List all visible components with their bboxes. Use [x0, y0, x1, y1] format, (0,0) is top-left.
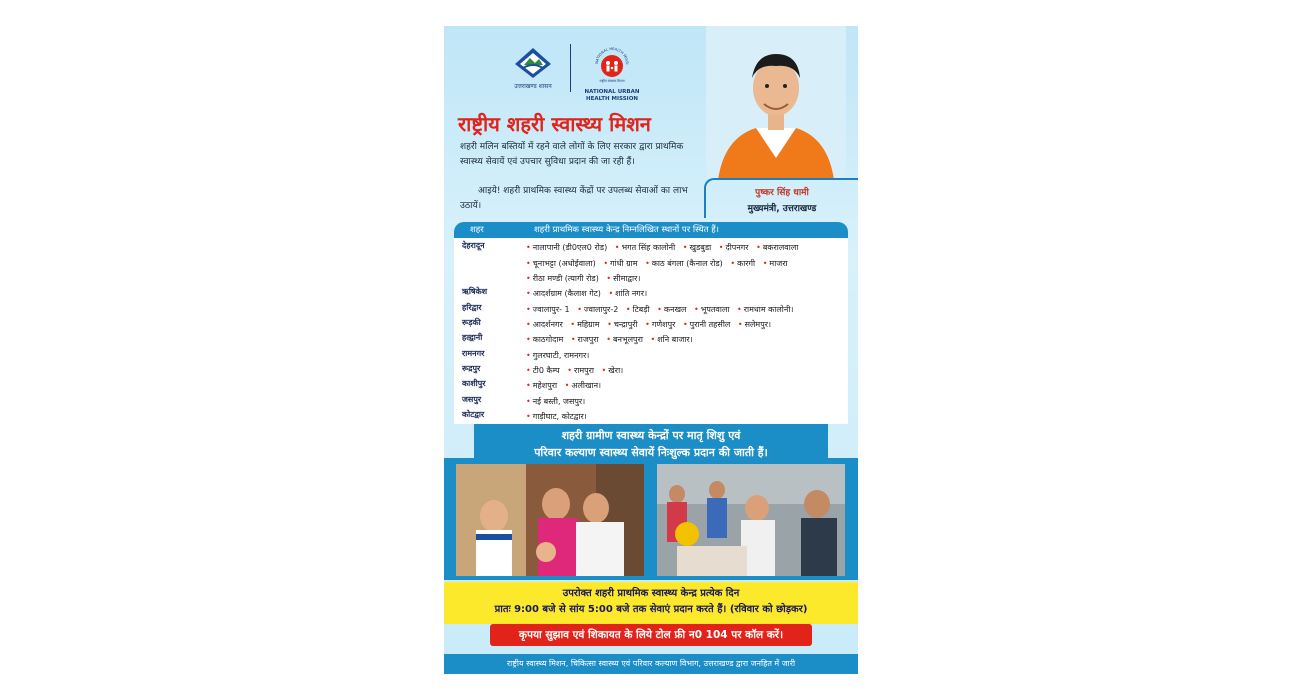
table-header	[454, 222, 848, 238]
centre-list	[526, 302, 844, 318]
free-services-line1: शहरी ग्रामीण स्वास्थ्य केन्द्रों पर मातृ शिशु एवं	[561, 429, 741, 442]
city-name: जसपुर	[462, 395, 482, 404]
city-name: कोटद्वार	[462, 410, 485, 419]
bullet-dot-icon: •	[526, 289, 531, 298]
city-name: देहरादून	[462, 241, 485, 250]
centre-list	[526, 240, 844, 287]
centre-item	[526, 243, 607, 252]
centre-name: आदर्शग्राम (कैलाश गेट)	[532, 289, 601, 298]
poster	[444, 26, 858, 674]
timing-line2: प्रातः 9:00 बजे से सांय 5:00 बजे तक सेवाएं प्रदान करते हैं। (रविवार को छोड़कर)	[494, 604, 808, 615]
centre-item	[763, 259, 788, 268]
health-centres-table	[454, 238, 848, 424]
centre-name: रामधाम कालोनी।	[743, 305, 794, 314]
centre-name: बनभूलपुरा	[612, 335, 643, 344]
centre-item	[606, 335, 643, 344]
centre-name: गुलरघाटी, रामनगर।	[532, 351, 590, 360]
bullet-dot-icon: •	[526, 274, 531, 283]
bullet-dot-icon: •	[737, 305, 742, 314]
centre-name: काठ बंगला (कैनाल रोड)	[651, 258, 723, 268]
bullet-dot-icon: •	[657, 305, 662, 314]
centre-list	[526, 378, 844, 394]
centre-name: नई बस्ती, जसपुर।	[532, 397, 586, 406]
cm-name: पुष्कर सिंह धामी	[755, 188, 809, 198]
bullet-dot-icon: •	[603, 258, 609, 268]
centre-name: अलीखान।	[571, 381, 602, 390]
centre-name: नालापानी (डी0एल0 रोड)	[532, 243, 608, 252]
bullet-dot-icon: •	[730, 258, 736, 268]
city-name: हरिद्वार	[462, 303, 482, 312]
bullet-dot-icon: •	[606, 274, 612, 283]
nuhm-emblem-icon	[592, 44, 632, 84]
centre-item	[567, 366, 594, 375]
centre-item	[645, 259, 723, 268]
centre-list	[526, 363, 844, 379]
centre-name: राजपुरा	[577, 335, 599, 344]
page-title: राष्ट्रीय शहरी स्वास्थ्य मिशन	[458, 112, 651, 136]
centre-name: सीमाद्वार।	[613, 274, 641, 283]
centre-item	[603, 259, 637, 268]
centre-item	[626, 305, 650, 314]
centre-list	[526, 286, 844, 302]
centre-item	[683, 243, 711, 252]
centre-item	[737, 305, 793, 314]
city-name: काशीपुर	[462, 379, 486, 388]
table-header-places: शहरी प्राथमिक स्वास्थ्य केन्द्र निम्नलिखित स्थानों पर स्थित हैं।	[534, 225, 719, 235]
centre-item	[756, 243, 798, 252]
centre-name: सलेमपुर।	[744, 320, 772, 329]
centre-item	[526, 320, 563, 329]
nuhm-logo-mid-text: राष्ट्रीय स्वास्थ्य मिशन	[599, 79, 625, 83]
table-header-city: शहर	[470, 225, 484, 235]
centre-name: ज्वालापुर- 1	[532, 305, 570, 314]
centre-name: चूनाभट्टा (अधोईवाला)	[532, 258, 596, 268]
centre-name: टी0 कैम्प	[532, 366, 560, 375]
centre-item	[526, 412, 587, 421]
centre-name: रीठा मण्डी (त्यागी रोड)	[532, 274, 599, 283]
bullet-dot-icon: •	[526, 335, 531, 344]
centre-name: भूपतवाला	[700, 305, 730, 314]
free-services-banner	[474, 424, 828, 464]
bullet-dot-icon: •	[606, 335, 611, 344]
bullet-dot-icon: •	[601, 366, 607, 375]
city-name: रूड़की	[462, 318, 481, 327]
centre-name: दीपनगर	[725, 243, 749, 252]
bullet-dot-icon: •	[645, 320, 650, 329]
bullet-dot-icon: •	[718, 243, 724, 252]
centre-item	[730, 259, 755, 268]
bullet-dot-icon: •	[526, 381, 531, 390]
centre-item	[683, 320, 730, 329]
city-name: रूद्रपुर	[462, 364, 481, 373]
uttarakhand-logo-caption: उत्तराखण्ड शासन	[514, 83, 552, 90]
chief-minister-photo	[706, 26, 846, 180]
centre-name: शांति नगर।	[615, 289, 648, 298]
footer-text: राष्ट्रीय स्वास्थ्य मिशन, चिकित्सा स्वास्थ्य एवं परिवार कल्याण विभाग, उत्तराखण्ड द्वारा जनहित में जारी	[444, 654, 858, 674]
bullet-dot-icon: •	[607, 320, 612, 329]
health-camp-photo	[657, 464, 845, 576]
centre-name: गाड़ीघाट, कोटद्वार।	[532, 412, 587, 421]
centre-name: महेशपुरा	[532, 381, 558, 390]
nuhm-logo-top-text: NATIONAL HEALTH MISSI	[594, 46, 630, 65]
bullet-dot-icon: •	[682, 243, 688, 252]
bullet-dot-icon: •	[564, 381, 570, 390]
nuhm-logo-line1: NATIONAL URBAN	[584, 89, 640, 95]
centre-item	[526, 274, 599, 283]
city-name: हल्द्वानी	[462, 333, 483, 342]
centre-list	[526, 409, 844, 425]
intro-invitation-text: आइये! शहरी प्राथमिक स्वास्थ्य केंद्रों पर उपलब्ध सेवाओं का लाभ उठायें।	[460, 186, 688, 211]
bullet-dot-icon: •	[526, 243, 531, 252]
centre-item	[657, 305, 686, 314]
free-services-line2: परिवार कल्याण स्वास्थ्य सेवायें निःशुल्क प्रदान की जाती हैं।	[534, 446, 768, 459]
centre-item	[526, 381, 557, 390]
centre-item	[719, 243, 749, 252]
centre-list	[526, 317, 844, 333]
bullet-dot-icon: •	[526, 258, 531, 268]
centre-item	[526, 305, 570, 314]
bullet-dot-icon: •	[756, 243, 761, 252]
centre-item	[694, 305, 729, 314]
timing-line1: उपरोक्त शहरी प्राथमिक स्वास्थ्य केन्द्र प्रत्येक दिन	[562, 588, 740, 599]
centre-name: ज्वालापुर-2	[583, 305, 619, 314]
centre-name: आदर्शनगर	[532, 320, 563, 329]
centre-name: बकरालवाला	[762, 243, 799, 252]
centre-item	[645, 320, 675, 329]
centre-item	[608, 289, 647, 298]
centre-item	[526, 351, 589, 360]
centre-name: माजरा	[769, 258, 788, 268]
bullet-dot-icon: •	[570, 320, 576, 329]
centre-name: गांधी ग्राम	[610, 258, 638, 268]
centre-item	[526, 366, 560, 375]
logo-divider	[570, 44, 571, 92]
centre-name: कनखल	[663, 305, 687, 314]
centre-item	[565, 381, 601, 390]
bullet-dot-icon: •	[614, 243, 620, 252]
city-name: रामनगर	[462, 349, 485, 358]
timing-banner	[444, 582, 858, 624]
bullet-dot-icon: •	[693, 305, 699, 314]
bullet-dot-icon: •	[737, 320, 743, 329]
centre-item	[615, 243, 675, 252]
nuhm-logo-line2: HEALTH MISSION	[585, 96, 638, 102]
bullet-dot-icon: •	[526, 397, 531, 406]
centre-name: महिग्राम	[577, 320, 600, 329]
bullet-dot-icon: •	[526, 366, 531, 375]
bullet-dot-icon: •	[567, 366, 572, 375]
bullet-dot-icon: •	[526, 412, 531, 421]
centre-item	[526, 335, 563, 344]
centre-item	[738, 320, 771, 329]
uttarakhand-logo	[504, 46, 562, 90]
centre-item	[650, 335, 692, 344]
centre-name: कारगी	[737, 258, 756, 268]
centre-list	[526, 332, 844, 348]
tollfree-banner: कृपया सुझाव एवं शिकायत के लिये टोल फ्री न0 104 पर कॉल करें।	[490, 624, 812, 646]
bullet-dot-icon: •	[570, 335, 576, 344]
centre-list	[526, 394, 844, 410]
centre-name: पुरानी तहसील	[689, 320, 731, 329]
bullet-dot-icon: •	[625, 305, 631, 314]
cm-role: मुख्यमंत्री, उत्तराखण्ड	[747, 204, 817, 214]
centre-name: खेरा।	[608, 366, 624, 375]
bullet-dot-icon: •	[526, 351, 531, 360]
centre-name: खुडबुडा	[689, 243, 712, 252]
bullet-dot-icon: •	[650, 335, 656, 344]
centre-item	[577, 305, 618, 314]
centre-item	[570, 320, 599, 329]
centre-item	[526, 397, 585, 406]
centre-name: रामपुरा	[573, 366, 594, 375]
centre-list	[526, 348, 844, 364]
centre-name: चन्द्रापुरी	[613, 320, 638, 329]
intro-text: शहरी मलिन बस्तियों में रहने वाले लोगों के लिए सरकार द्वारा प्राथमिक स्वास्थ्य सेवायें एवं उपचार सुविधा प्रदान की जा रही हैं।	[460, 142, 684, 167]
nuhm-logo	[584, 44, 640, 102]
uttarakhand-emblem-icon	[513, 46, 553, 80]
bullet-dot-icon: •	[526, 320, 531, 329]
bullet-dot-icon: •	[762, 258, 768, 268]
centre-item	[607, 320, 637, 329]
centre-name: भगत सिंह कालोनी	[621, 243, 676, 252]
centre-item	[606, 274, 640, 283]
centre-name: टिबड़ी	[632, 305, 650, 314]
bullet-dot-icon: •	[682, 320, 688, 329]
child-vaccination-photo	[456, 464, 644, 576]
centre-item	[571, 335, 599, 344]
cm-caption	[704, 178, 858, 218]
bullet-dot-icon: •	[608, 289, 614, 298]
bullet-dot-icon: •	[645, 258, 650, 268]
bullet-dot-icon: •	[526, 305, 531, 314]
centre-name: काठगोदाम	[532, 335, 564, 344]
bullet-dot-icon: •	[577, 305, 582, 314]
centre-name: गणेशपुर	[651, 320, 676, 329]
city-name: ऋषिकेश	[462, 287, 488, 296]
centre-name: शनि बाजार।	[657, 335, 693, 344]
centre-item	[526, 289, 601, 298]
centre-item	[526, 259, 596, 268]
centre-item	[602, 366, 624, 375]
